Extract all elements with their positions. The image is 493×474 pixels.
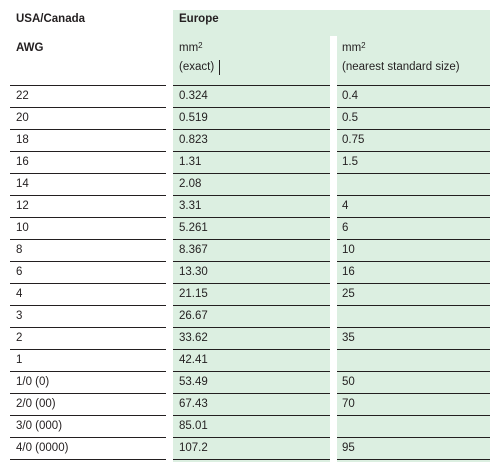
standard-mm2-cell: 0.4 [342, 90, 358, 102]
row-rule [337, 151, 490, 152]
standard-mm2-cell: 16 [342, 266, 355, 278]
exact-note: (exact) [179, 61, 215, 73]
standard-mm2-cell: 6 [342, 222, 349, 234]
exact-mm2-cell: 67.43 [179, 398, 208, 410]
europe-header-shade [173, 10, 490, 36]
row-rule [173, 459, 330, 460]
awg-cell: 2 [16, 332, 23, 344]
row-rule [10, 283, 166, 284]
row-rule [173, 107, 330, 108]
row-rule [10, 261, 166, 262]
awg-cell: 3 [16, 310, 23, 322]
row-rule [10, 217, 166, 218]
awg-cell: 4 [16, 288, 23, 300]
row-rule [10, 195, 166, 196]
awg-cell: 4/0 (0000) [16, 442, 69, 454]
exact-mm2-cell: 3.31 [179, 200, 202, 212]
usa-canada-heading: USA/Canada [16, 13, 86, 25]
exact-mm2-cell: 8.367 [179, 244, 208, 256]
row-rule [173, 195, 330, 196]
awg-cell: 14 [16, 178, 29, 190]
row-rule [337, 415, 490, 416]
standard-mm2-cell: 1.5 [342, 156, 358, 168]
awg-cell: 10 [16, 222, 29, 234]
exact-mm2-cell: 2.08 [179, 178, 202, 190]
row-rule [337, 459, 490, 460]
standard-mm2-cell: 0.75 [342, 134, 365, 146]
exact-mm2-cell: 42.41 [179, 354, 208, 366]
awg-cell: 3/0 (000) [16, 420, 63, 432]
row-rule [10, 151, 166, 152]
europe-standard-column-shade [337, 36, 490, 462]
awg-cell: 18 [16, 134, 29, 146]
awg-cell: 16 [16, 156, 29, 168]
awg-cell: 8 [16, 244, 23, 256]
row-rule [10, 129, 166, 130]
exact-mm2-cell: 26.67 [179, 310, 208, 322]
row-rule [173, 173, 330, 174]
awg-cell: 1 [16, 354, 23, 366]
exact-mm2-cell: 0.823 [179, 134, 208, 146]
standard-unit-sup: 2 [361, 41, 366, 50]
exact-mm2-cell: 85.01 [179, 420, 208, 432]
row-rule [337, 393, 490, 394]
row-rule [337, 327, 490, 328]
row-rule [337, 305, 490, 306]
row-rule [10, 437, 166, 438]
row-rule [10, 85, 166, 86]
exact-mm2-cell: 0.324 [179, 90, 208, 102]
awg-heading: AWG [16, 42, 44, 54]
exact-mm2-cell: 53.49 [179, 376, 208, 388]
exact-mm2-cell: 21.15 [179, 288, 208, 300]
standard-note: (nearest standard size) [342, 61, 460, 73]
standard-mm2-cell: 70 [342, 398, 355, 410]
standard-mm2-cell: 0.5 [342, 112, 358, 124]
row-rule [173, 327, 330, 328]
text-cursor [219, 60, 220, 75]
standard-mm2-cell: 25 [342, 288, 355, 300]
row-rule [10, 327, 166, 328]
exact-mm2-cell: 1.31 [179, 156, 202, 168]
europe-heading: Europe [179, 13, 219, 25]
row-rule [337, 107, 490, 108]
standard-mm2-cell: 50 [342, 376, 355, 388]
row-rule [337, 437, 490, 438]
standard-mm2-cell: 95 [342, 442, 355, 454]
standard-mm2-cell: 35 [342, 332, 355, 344]
row-rule [337, 195, 490, 196]
row-rule [337, 85, 490, 86]
exact-mm2-cell: 33.62 [179, 332, 208, 344]
row-rule [173, 85, 330, 86]
exact-unit-heading [179, 41, 203, 55]
row-rule [337, 283, 490, 284]
row-rule [337, 371, 490, 372]
standard-unit-heading [342, 41, 366, 55]
row-rule [173, 393, 330, 394]
exact-mm2-cell: 5.261 [179, 222, 208, 234]
awg-cell: 6 [16, 266, 23, 278]
row-rule [10, 393, 166, 394]
exact-mm2-cell: 13.30 [179, 266, 208, 278]
row-rule [10, 459, 166, 460]
exact-mm2-cell: 0.519 [179, 112, 208, 124]
row-rule [337, 173, 490, 174]
awg-cell: 22 [16, 90, 29, 102]
row-rule [173, 261, 330, 262]
row-rule [173, 349, 330, 350]
row-rule [337, 129, 490, 130]
exact-unit-text: mm [179, 42, 199, 54]
row-rule [10, 173, 166, 174]
row-rule [173, 217, 330, 218]
standard-mm2-cell: 4 [342, 200, 349, 212]
awg-cell: 20 [16, 112, 29, 124]
row-rule [173, 239, 330, 240]
row-rule [337, 239, 490, 240]
row-rule [10, 371, 166, 372]
row-rule [173, 283, 330, 284]
row-rule [173, 415, 330, 416]
exact-unit-sup: 2 [198, 41, 203, 50]
row-rule [173, 151, 330, 152]
awg-cell: 2/0 (00) [16, 398, 56, 410]
row-rule [337, 349, 490, 350]
row-rule [10, 349, 166, 350]
row-rule [337, 261, 490, 262]
row-rule [10, 415, 166, 416]
row-rule [10, 239, 166, 240]
awg-cell: 1/0 (0) [16, 376, 50, 388]
standard-mm2-cell: 10 [342, 244, 355, 256]
exact-mm2-cell: 107.2 [179, 442, 208, 454]
row-rule [173, 305, 330, 306]
awg-cell: 12 [16, 200, 29, 212]
row-rule [10, 107, 166, 108]
row-rule [337, 217, 490, 218]
row-rule [173, 129, 330, 130]
row-rule [10, 305, 166, 306]
standard-unit-text: mm [342, 42, 362, 54]
row-rule [173, 437, 330, 438]
row-rule [173, 371, 330, 372]
